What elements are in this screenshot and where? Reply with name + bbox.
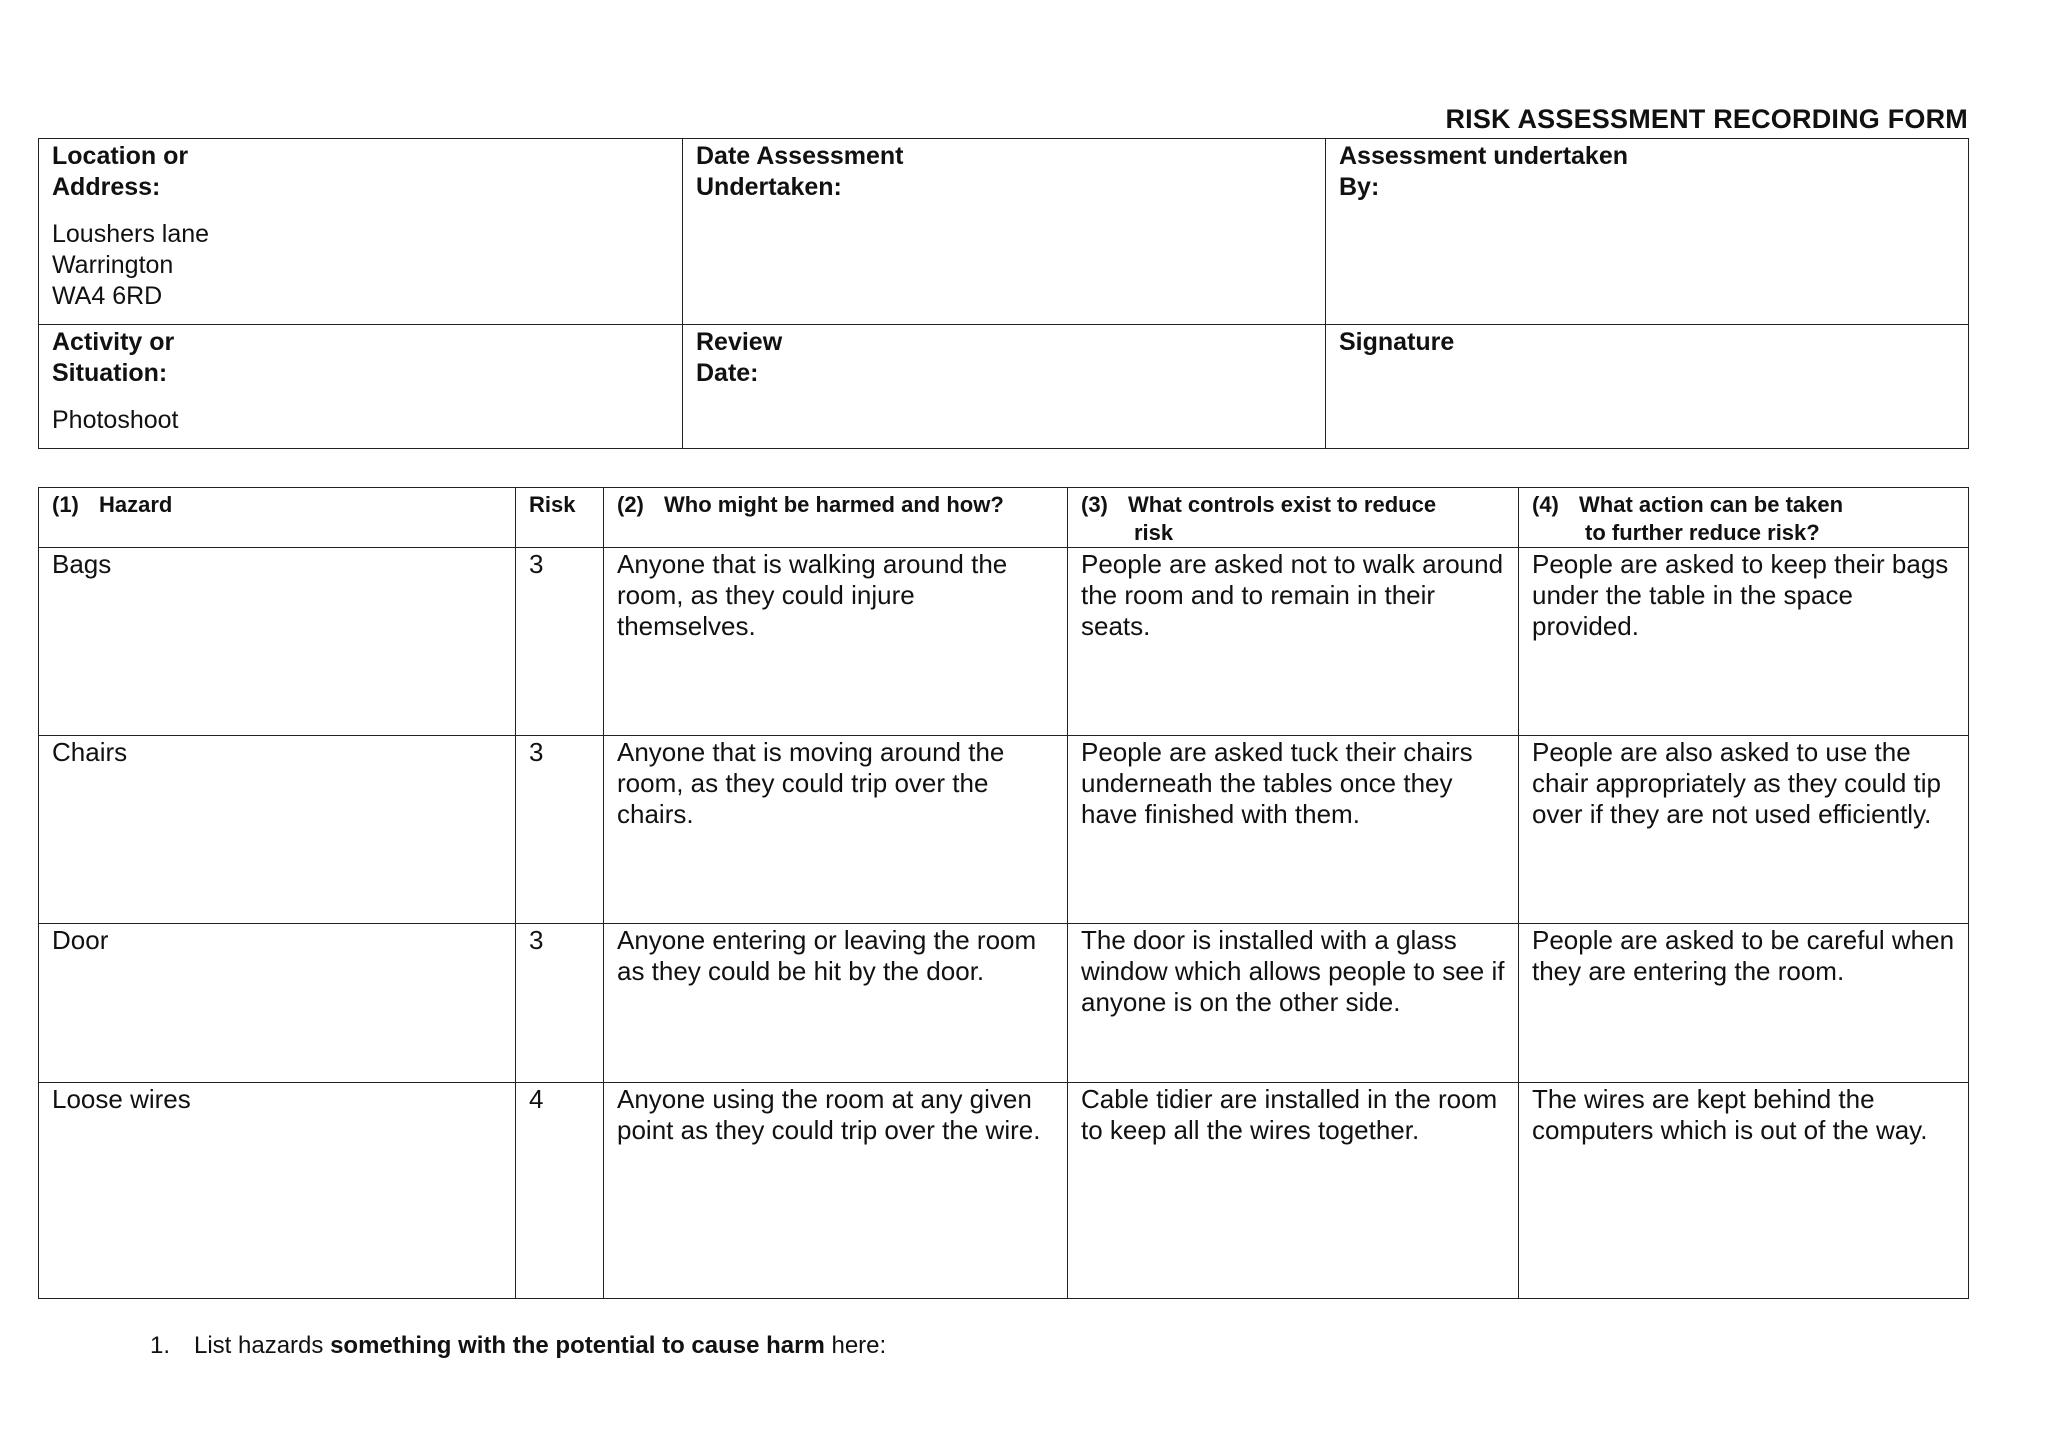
controls-cell: People are asked tuck their chairs underneath the tables once they have finished with them. (1068, 736, 1519, 924)
header-row-1 (39, 139, 1969, 325)
form-title: RISK ASSESSMENT RECORDING FORM (1445, 104, 1968, 134)
action-cell: People are asked to keep their bags under the table in the space provided. (1519, 548, 1969, 736)
address-line: Warrington (52, 251, 174, 279)
activity-value: Photoshoot (52, 406, 179, 434)
controls-cell: Cable tidier are installed in the room to keep all the wires together. (1068, 1083, 1519, 1299)
hazard-table (38, 487, 1969, 1299)
col-action-header: (4) What action can be taken to further reduce risk? (1519, 488, 1969, 548)
footnote-index: 1. (150, 1332, 171, 1359)
hazard-cell: Chairs (39, 736, 516, 924)
who-cell: Anyone that is moving around the room, as they could trip over the chairs. (604, 736, 1068, 924)
activity-label: Activity or Situation: (52, 328, 175, 387)
controls-cell: People are asked not to walk around the room and to remain in their seats. (1068, 548, 1519, 736)
date-undertaken-label: Date Assessment Undertaken: (696, 142, 904, 201)
action-cell: People are also asked to use the chair appropriately as they could tip over if they are not used efficiently. (1519, 736, 1969, 924)
signature-label: Signature (1339, 328, 1455, 356)
col-hazard-header: (1) Hazard (39, 488, 516, 548)
controls-cell: The door is installed with a glass window which allows people to see if anyone is on the other side. (1068, 924, 1519, 1083)
risk-cell: 3 (516, 924, 604, 1083)
col-risk-header: Risk (516, 488, 604, 548)
assessment-header-table (38, 138, 1969, 449)
address-line: Loushers lane (52, 220, 210, 248)
location-label: Location or Address: (52, 142, 189, 201)
table-row (39, 736, 1969, 924)
who-cell: Anyone entering or leaving the room as they could be hit by the door. (604, 924, 1068, 1083)
header-row-2 (39, 325, 1969, 449)
address-line: WA4 6RD (52, 282, 163, 310)
date-undertaken-cell[interactable] (683, 139, 1326, 325)
hazard-table-header (39, 488, 1969, 548)
signature-cell[interactable] (1326, 325, 1969, 449)
footnote-bold: something with the potential to cause harm (330, 1332, 825, 1359)
col-controls-header: (3) What controls exist to reduce risk (1068, 488, 1519, 548)
hazard-cell: Door (39, 924, 516, 1083)
col-who-header: (2) Who might be harmed and how? (604, 488, 1068, 548)
review-date-label: Review Date: (696, 328, 783, 387)
who-cell: Anyone using the room at any given point as they could trip over the wire. (604, 1083, 1068, 1299)
footnote-suffix: here: (824, 1332, 887, 1359)
hazard-cell: Loose wires (39, 1083, 516, 1299)
hazard-cell: Bags (39, 548, 516, 736)
action-cell: The wires are kept behind the computers which is out of the way. (1519, 1083, 1969, 1299)
assessor-cell[interactable] (1326, 139, 1969, 325)
table-row (39, 548, 1969, 736)
risk-cell: 3 (516, 736, 604, 924)
action-cell: People are asked to be careful when they are entering the room. (1519, 924, 1969, 1083)
who-cell: Anyone that is walking around the room, as they could injure themselves. (604, 548, 1068, 736)
assessor-label: Assessment undertaken By: (1339, 142, 1629, 201)
address-value (52, 219, 670, 312)
review-date-cell[interactable] (683, 325, 1326, 449)
footnote (150, 1331, 886, 1361)
table-row (39, 1083, 1969, 1299)
risk-cell: 4 (516, 1083, 604, 1299)
activity-cell (39, 325, 683, 449)
footnote-prefix: List hazards (194, 1332, 331, 1359)
location-cell (39, 139, 683, 325)
table-row (39, 924, 1969, 1083)
risk-cell: 3 (516, 548, 604, 736)
